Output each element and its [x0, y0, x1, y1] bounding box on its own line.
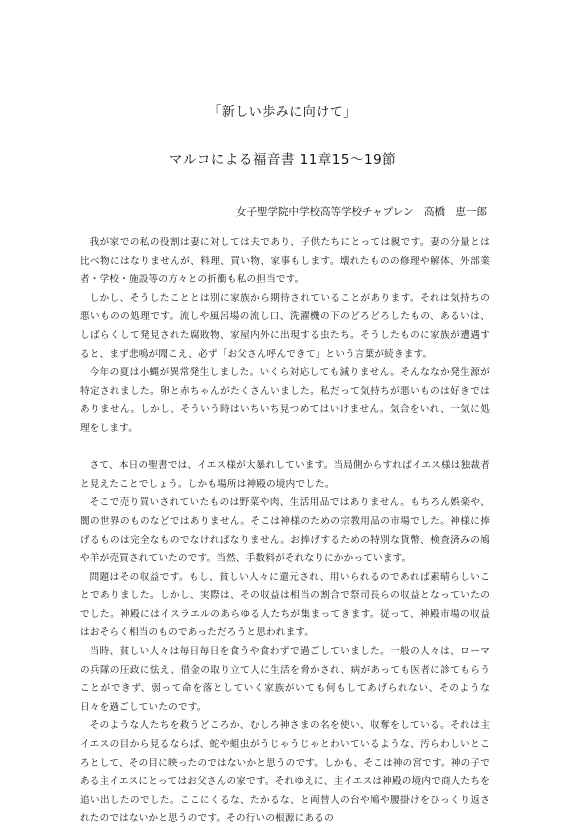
sermon-title: 「新しい歩みに向けて」: [208, 105, 357, 120]
paragraph: さて、本日の聖書では、イエス様が大暴れしています。当局側からすればイエス様は独裁者と見えたことでしょう。しかも場所は神殿の境内でした。: [80, 460, 490, 490]
paragraph: 当時、貧しい人々は毎日毎日を食うや食わずで過ごしていました。一般の人々は、ローマの兵隊の圧政に怯え、借金の取り立て人に生活を脅かされ、病があっても医者に診てもらうことができず、弱って命を落としていく家族がいても何もしてあげられない、そのような日々を過ごしていたのです。: [80, 646, 490, 713]
scripture-reference: マルコによる福音書 11章15〜19節: [168, 152, 397, 168]
paragraph: そのような人たちを救うどころか、むしろ神さまの名を使い、収奪をしている。それは主イエスの目から見るならば、蛇や蛆虫がうじゃうじゃとわいているような、汚らわしいところとして、その目に映ったのではないかと思うのです。しかも、そこは神の宮です。神の子である主イエスにとってはお父さんの家です。それゆえに、主イエスは神殿の境内で商人たちを追い出したのでした。ここにくるな、たかるな、と両替人の台や鳩や腰掛けをひっくり返されたのではないかと思うのです。その行いの根源にあるの: [80, 720, 490, 825]
paragraph: そこで売り買いされていたものは野菜や肉、生活用品ではありません。もちろん娯楽や、闇の世界のものなどではありません。そこは神様のための宗教用品の市場でした。神様に捧げるものは完全なものでなければなりません。お捧げするための特別な貨幣、検査済みの鳩や羊が売買されていたのです。当然、手数料がそれなりにかかっています。: [80, 497, 490, 565]
paragraph-gap: [80, 439, 490, 458]
paragraph: 我が家での私の役割は妻に対しては夫であり、子供たちにとっては親です。妻の分量とは比べ物にはなりませんが、料理、買い物、家事もします。壊れたものの修理や解体、外部業者・学校・施設等の方々との折衝も私の担当です。: [80, 237, 490, 286]
author-line: 女子聖学院中学校高等学校チャプレン 高橋 恵一郎: [235, 206, 487, 218]
paragraph: 問題はその収益です。もし、貧しい人々に還元され、用いられるのであれば素晴らしいことでありました。しかし、実際は、その収益は相当の割合で祭司長らの収益となっていたのでした。神殿にはイスラエルのあらゆる人たちが集まってきます。従って、神殿市場の収益はおそらく相当のものであっただろうと思われます。: [80, 571, 490, 639]
paragraph: しかし、そうしたこととは別に家族から期待されていることがあります。それは気持ちの悪いものの処理です。流しや風呂場の流し口、洗濯機の下のどろどろしたもの、あるいは、しばらくして発見された腐敗物、家屋内外に出現する虫たち。そうしたものに家族が遭遇すると、まず悲鳴が聞こえ、必ず「お父さん呼んできて」という言葉が続きます。: [80, 292, 490, 360]
sermon-body: [80, 234, 490, 829]
paragraph: 今年の夏は小蝿が異常発生しました。いくら対応しても減りません。そんななか発生源が特定されました。卵と赤ちゃんがたくさんいました。私だって気持ちが悪いものは好きではありません。しかし、そういう時はいちいち見つめてはいけません。気合をいれ、一気に処理をします。: [80, 367, 490, 434]
